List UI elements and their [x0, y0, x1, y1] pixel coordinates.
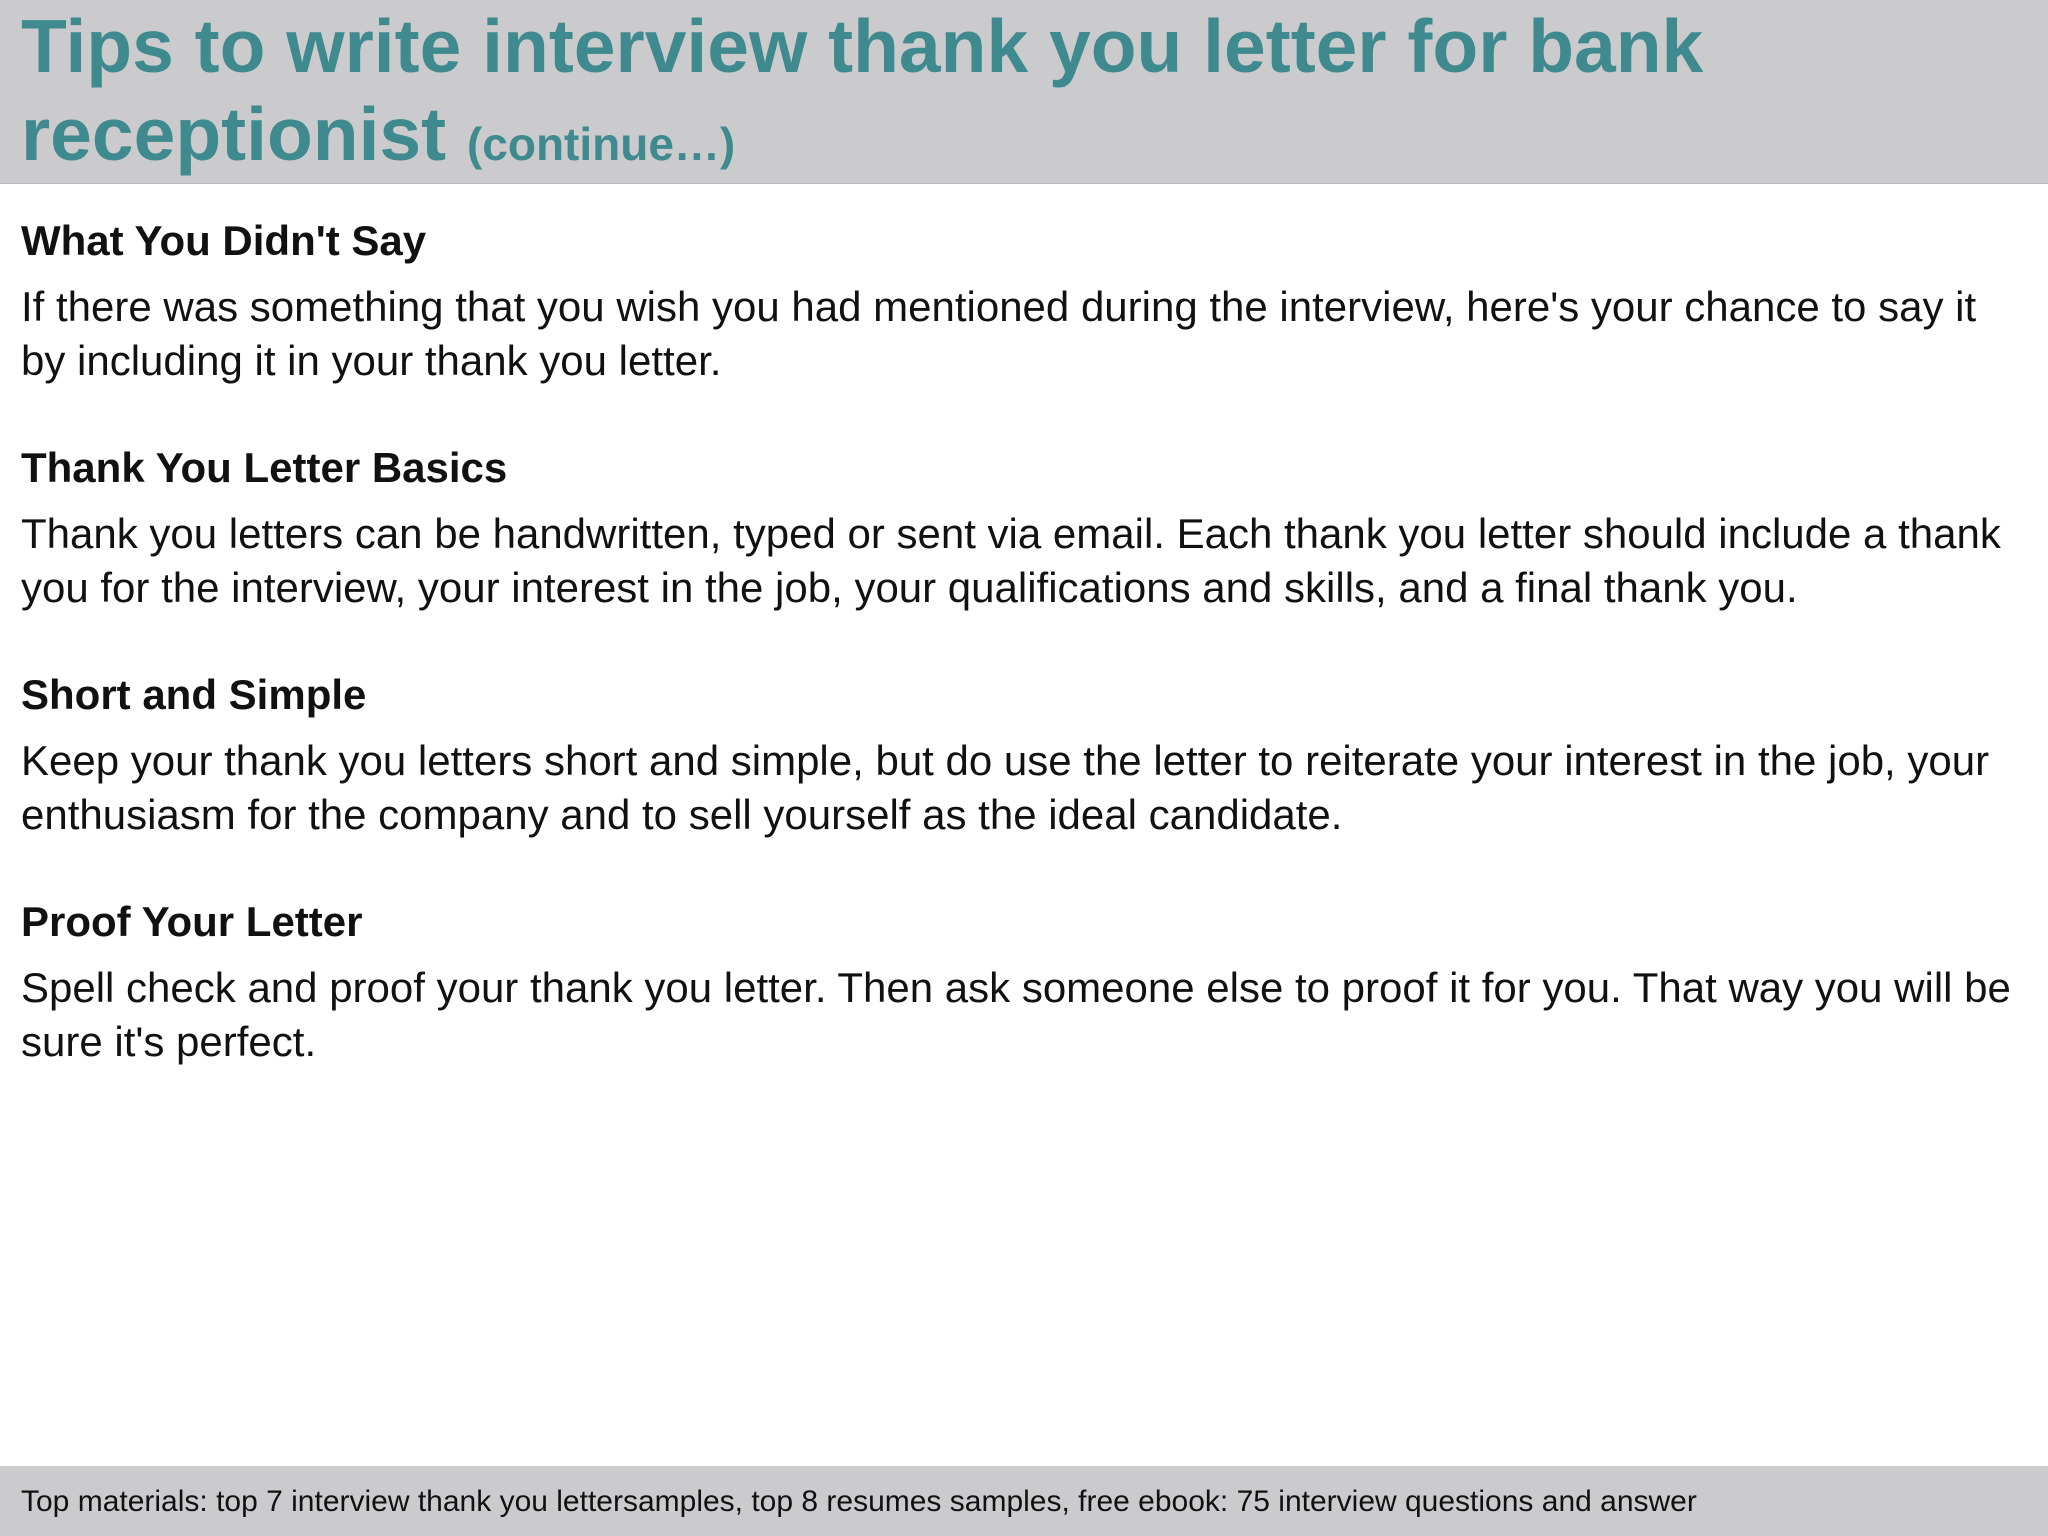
slide-header [0, 0, 2048, 184]
section-heading: What You Didn't Say [21, 217, 427, 264]
section-body: Keep your thank you letters short and simple, but do use the letter to reiterate your interest in the job, your enthusiasm for the company and to sell yourself as the ideal candidate. [21, 737, 1990, 838]
section-heading: Short and Simple [21, 671, 367, 718]
section-short-and-simple [21, 666, 2021, 842]
slide-title-suffix: (continue…) [466, 118, 736, 170]
slide-content [21, 212, 2021, 1120]
slide-title [21, 2, 2048, 188]
section-body: Spell check and proof your thank you letter. Then ask someone else to proof it for you. That way you will be sure it's perfect. [21, 964, 2011, 1065]
section-proof-your-letter [21, 893, 2021, 1069]
section-what-you-didnt-say [21, 212, 2021, 388]
section-body: Thank you letters can be handwritten, typed or sent via email. Each thank you letter should include a thank you for the interview, your interest in the job, your qualifications and skills, and a final thank you. [21, 510, 2001, 611]
slide-title-main: Tips to write interview thank you letter for bank receptionist [21, 4, 1704, 176]
section-heading: Thank You Letter Basics [21, 444, 508, 491]
section-thank-you-letter-basics [21, 439, 2021, 615]
footer-text: Top materials: top 7 interview thank you lettersamples, top 8 resumes samples, free ebook: 75 interview questions and answer [21, 1485, 1697, 1518]
slide-footer [0, 1466, 2048, 1536]
section-heading: Proof Your Letter [21, 898, 363, 945]
section-body: If there was something that you wish you had mentioned during the interview, here's your chance to say it by including it in your thank you letter. [21, 283, 1977, 384]
